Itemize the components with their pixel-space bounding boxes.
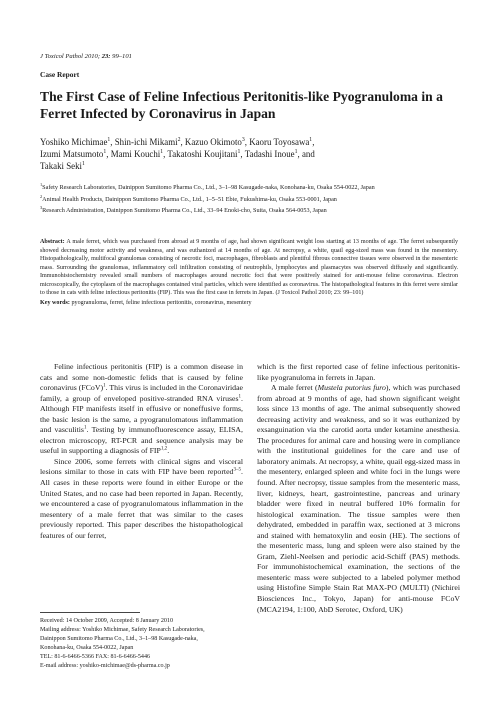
affiliation-item: $^1$Safety Research Laboratories, Dainippon Sumitomo Pharma Co., Ltd., 3–1–98 Kasugade-naka, Konohana-ku, Osaka 554-0022, Japan <box>40 182 375 192</box>
author-name: Yoshiko Michimae <box>40 137 108 147</box>
author-name: Tadashi Inoue <box>244 149 295 160</box>
paragraph-text: . All cases in these reports were found in either Europe or the United States, and no case had been reported in Japan. Recently, we encountered a case of pyogranulomatous inflammation in the mesentery of a male ferret that was similar to the cases previously reported. This paper describes the histopathological features of our ferret, <box>40 467 243 540</box>
journal-citation <box>40 53 132 60</box>
paragraph-intro <box>40 362 243 457</box>
article-type: Case Report <box>40 70 80 79</box>
author-name: Kazuo Okimoto <box>184 137 242 147</box>
footnote-line: Received: 14 October 2009, Accepted: 8 January 2010 <box>40 618 174 624</box>
author-name: Shin-ichi Mikami <box>114 137 178 147</box>
author-affiliation-ref: 3 <box>241 137 245 144</box>
paragraph-text: Since 2006, some ferrets with clinical signs and visceral lesions similar to those in cats with FIP have been reported <box>40 456 243 477</box>
paragraph-text: . <box>167 446 170 456</box>
footnote-divider <box>40 612 140 613</box>
paragraph-background <box>40 457 243 541</box>
journal-pages: 99–101 <box>112 53 132 60</box>
journal-volume: 23: <box>101 53 111 60</box>
article-title: The First Case of Feline Infectious Peritonitis-like Pyogranuloma in a Ferret Infected by Coronavirus in Japan <box>40 89 443 121</box>
body-column-right <box>257 362 460 615</box>
abstract <box>40 238 458 298</box>
paragraph-text: . Although FIP manifests itself in effusive or noneffusive forms, the basic lesion is the same, a pyogranulomatous inflammation and vasculitis <box>40 393 243 435</box>
paragraph-text: . This virus is included in the Coronaviridae family, a group of enveloped positive-stranded RNA viruses <box>40 383 243 403</box>
footnote-line: Dainippon Sumitomo Pharma Co., Ltd., 3–1–98 Kasugade-naka, <box>40 636 198 643</box>
citation-ref: 1 <box>83 424 87 431</box>
footnote-line: TEL: 81-6-6466-5366 FAX: 81-6-6466-5446 <box>40 654 151 661</box>
paragraph-methods <box>257 383 460 615</box>
affiliation-item: $^3$Research Administration, Dainippon Sumitomo Pharma Co., Ltd., 33–94 Enoki-cho, Suita, Osaka 564-0053, Japan <box>40 205 327 215</box>
citation-ref: 3–5 <box>233 466 242 473</box>
citation-ref: 1,2 <box>160 445 168 452</box>
author-list: Yoshiko Michimae$^1$, Shin-ichi Mikami$^2$, Kazuo Okimoto$^3$, Kaoru Toyosawa$^1$, Izumi Matsumoto$^1$, Mami Kouchi$^1$, Takatoshi Koujitani$^1$, Tadashi Inoue$^1$, and Takaki Seki$^1$ <box>40 137 315 172</box>
author-affiliation-ref: 1 <box>82 161 85 168</box>
abstract-label: Abstract: <box>40 239 65 245</box>
author-affiliation-ref: 2 <box>177 137 181 144</box>
affiliation-item: $^2$Animal Health Products, Dainippon Sumitomo Pharma Co., Ltd., 1–5–51 Ebie, Fukushima-ku, Osaka 553-0001, Japan <box>40 193 337 203</box>
keywords <box>40 300 458 306</box>
author-affiliation-ref: 1 <box>103 149 107 156</box>
keywords-label: Key words: <box>40 300 70 306</box>
paragraph-continuation: which is the first reported case of feline infectious peritonitis-like pyogranuloma in ferrets in Japan. <box>257 362 460 382</box>
paragraph-text: . Testing by immunofluorescence assay, ELISA, electron microscopy, RT-PCR and sequence analysis may be useful in supporting a diagnosis of FIP <box>40 425 243 456</box>
author-name: Takatoshi Koujitani <box>167 149 238 160</box>
footnote-line: Mailing address: Yoshiko Michimae, Safety Research Laboratories, <box>40 627 205 634</box>
author-affiliation-ref: 1 <box>160 149 164 156</box>
paragraph-text: Feline infectious peritonitis (FIP) is a common disease in cats and some non-domestic felids that is caused by feline coronavirus (FCoV) <box>40 362 243 393</box>
author-affiliation-ref: 1 <box>237 149 241 156</box>
author-affiliation-ref: 1 <box>294 149 298 156</box>
affiliation-list <box>40 181 460 216</box>
footnote-line: E-mail address: yoshiko-michimae@ds-pharma.co.jp <box>40 663 170 670</box>
author-affiliation-ref: 1 <box>309 137 313 144</box>
author-name: Izumi Matsumoto <box>40 149 104 160</box>
correspondence-footnote <box>40 617 245 672</box>
paragraph-text: ), which was purchased from abroad at 9 months of age, had shown significant weight loss since 13 months of age. The animal subsequently showed decreasing activity and weakness, and so it was euthanized by exsanguination via the carotid aorta under ketamine anesthesia. The procedures for animal care and housing were in compliance with the institutional guidelines for the care and use of laboratory animals. At necropsy, a white, quail egg-sized mass in the mesentery, enlarged spleen and white foci in the lungs were found. After necropsy, tissue samples from the mesenteric mass, liver, kidneys, heart, gastrointestine, pancreas and urinary bladder were fixed in neutral buffered 10% formalin for histological examination. The tissue samples were then dehydrated, embedded in paraffin wax, sectioned at 3 microns and stained with hematoxylin and eosin (HE). The sections of the mesenteric mass, lung and spleen were also stained by the Gram, Ziehl-Neelsen and periodic acid-Schiff (PAS) methods. For immunohistochemical examination, the sections of the mesenteric mass were subjected to a labeled polymer method using Histofine Simple Stain Rat MAX-PO (MULTI) (Nichirei Biosciences Inc., Tokyo, Japan) for anti-mouse FCoV (MCA2194, 1:100, AbD Serotec, Oxford, UK) <box>257 383 460 614</box>
body-column-left <box>40 362 243 541</box>
footnote-line: Konohana-ku, Osaka 554-0022, Japan <box>40 645 134 652</box>
paragraph-text: A male ferret ( <box>271 383 318 393</box>
keywords-text: pyogranuloma, ferret, feline infectious peritonitis, coronavirus, mesentery <box>71 300 252 306</box>
citation-ref: 1 <box>238 393 242 400</box>
citation-ref: 1 <box>103 382 106 389</box>
abstract-text: A male ferret, which was purchased from abroad at 9 months of age, had shown significant weight loss starting at 13 months of age. The ferret subsequently showed decreasing motor activity and weakness, and was euthanized at 14 months of age. At necropsy, a white, quail egg-sized mass was found in the mesentery. Histopathologically, multifocal granulomas consisting of necrotic foci, macrophages, fibroblasts and plentiful fibrous connective tissues were observed in the mesenteric mass. Surrounding the granulomas, inflammatory cell infiltration consisting of neutrophils, lymphocytes and plasmacytes was observed diffusely and significantly. Immunohistochemistry revealed small numbers of macrophages around necrotic foci that were positively stained for anti-mouse feline coronavirus. Electron microscopically, the cytoplasm of the macrophages contained viral particles, which were identified as coronavirus. The histopathological features in this ferret were similar to those in cats with feline infectious peritonitis (FIP). This was the first case in ferrets in Japan. <box>40 239 458 297</box>
journal-name: J Toxicol Pathol <box>40 53 83 60</box>
author-name: Takaki Seki <box>40 161 83 172</box>
journal-year: 2010; <box>84 53 101 60</box>
author-name: Mami Kouchi <box>110 149 161 160</box>
author-affiliation-ref: 1 <box>107 137 111 144</box>
species-name: Mustela putorius furo <box>317 383 386 393</box>
author-name: Kaoru Toyosawa <box>249 137 310 147</box>
abstract-citation: (J Toxicol Pathol 2010; 23: 99–101) <box>275 290 364 297</box>
